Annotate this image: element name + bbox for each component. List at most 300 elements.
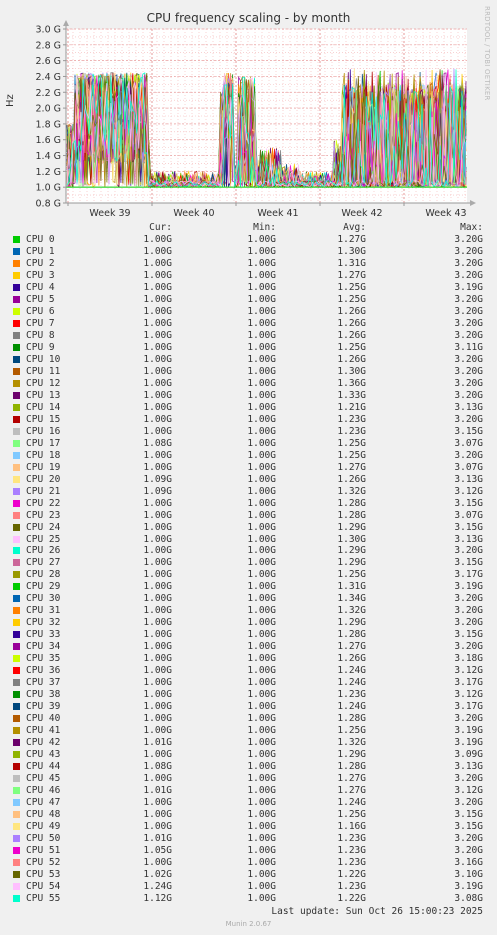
series-name: CPU 53 <box>26 868 61 880</box>
series-max: 3.17G <box>454 677 483 689</box>
series-max: 3.20G <box>454 245 483 257</box>
series-name: CPU 20 <box>26 473 61 485</box>
series-cur: 1.00G <box>143 425 172 437</box>
series-name: CPU 25 <box>26 533 61 545</box>
legend-row <box>0 569 497 581</box>
series-cur: 1.09G <box>143 485 172 497</box>
series-max: 3.13G <box>454 533 483 545</box>
series-max: 3.20G <box>454 389 483 401</box>
legend-swatch <box>13 643 20 650</box>
series-avg: 1.29G <box>337 521 366 533</box>
legend-swatch <box>13 799 20 806</box>
series-name: CPU 14 <box>26 401 61 413</box>
legend-swatch <box>13 703 20 710</box>
series-min: 1.00G <box>247 329 276 341</box>
legend-header-row <box>0 222 497 234</box>
series-avg: 1.26G <box>337 317 366 329</box>
series-name: CPU 54 <box>26 880 61 892</box>
legend-swatch <box>13 356 20 363</box>
series-min: 1.00G <box>247 473 276 485</box>
series-max: 3.20G <box>454 353 483 365</box>
legend-row <box>0 402 497 414</box>
series-cur: 1.00G <box>143 353 172 365</box>
series-name: CPU 19 <box>26 461 61 473</box>
legend-row <box>0 534 497 546</box>
series-name: CPU 42 <box>26 737 61 749</box>
series-max: 3.20G <box>454 257 483 269</box>
series-min: 1.00G <box>247 401 276 413</box>
series-max: 3.07G <box>454 461 483 473</box>
series-min: 1.00G <box>247 605 276 617</box>
legend-row <box>0 821 497 833</box>
series-avg: 1.24G <box>337 701 366 713</box>
series-name: CPU 51 <box>26 844 61 856</box>
series-min: 1.00G <box>247 461 276 473</box>
series-avg: 1.23G <box>337 425 366 437</box>
legend-swatch <box>13 440 20 447</box>
legend-swatch <box>13 416 20 423</box>
series-cur: 1.00G <box>143 653 172 665</box>
series-max: 3.10G <box>454 868 483 880</box>
series-min: 1.00G <box>247 701 276 713</box>
series-max: 3.12G <box>454 665 483 677</box>
series-min: 1.00G <box>247 689 276 701</box>
series-avg: 1.24G <box>337 797 366 809</box>
legend-swatch <box>13 787 20 794</box>
series-name: CPU 15 <box>26 413 61 425</box>
legend-swatch <box>13 452 20 459</box>
series-cur: 1.00G <box>143 305 172 317</box>
legend-row <box>0 462 497 474</box>
series-max: 3.20G <box>454 329 483 341</box>
series-name: CPU 43 <box>26 749 61 761</box>
legend-row <box>0 725 497 737</box>
series-max: 3.15G <box>454 821 483 833</box>
legend-row <box>0 270 497 282</box>
legend-swatch <box>13 476 20 483</box>
series-min: 1.00G <box>247 437 276 449</box>
series-max: 3.20G <box>454 797 483 809</box>
legend-swatch <box>13 296 20 303</box>
series-cur: 1.00G <box>143 713 172 725</box>
series-name: CPU 38 <box>26 689 61 701</box>
series-avg: 1.28G <box>337 509 366 521</box>
series-cur: 1.05G <box>143 844 172 856</box>
legend-row <box>0 474 497 486</box>
series-avg: 1.34G <box>337 593 366 605</box>
series-avg: 1.23G <box>337 833 366 844</box>
series-name: CPU 31 <box>26 605 61 617</box>
series-name: CPU 1 <box>26 245 55 257</box>
series-max: 3.20G <box>454 293 483 305</box>
y-tick-label: 2.2 G <box>35 87 61 99</box>
x-tick-label: Week 39 <box>89 208 131 219</box>
series-avg: 1.32G <box>337 737 366 749</box>
series-cur: 1.00G <box>143 257 172 269</box>
series-max: 3.15G <box>454 557 483 569</box>
series-min: 1.00G <box>247 880 276 892</box>
series-cur: 1.00G <box>143 365 172 377</box>
munin-version: Munin 2.0.67 <box>225 920 272 928</box>
legend-swatch <box>13 727 20 734</box>
series-name: CPU 41 <box>26 725 61 737</box>
series-max: 3.18G <box>454 653 483 665</box>
series-max: 3.20G <box>454 365 483 377</box>
series-min: 1.00G <box>247 833 276 844</box>
series-avg: 1.28G <box>337 629 366 641</box>
legend-swatch <box>13 512 20 519</box>
series-avg: 1.31G <box>337 581 366 593</box>
legend-swatch <box>13 631 20 638</box>
series-avg: 1.25G <box>337 293 366 305</box>
series-name: CPU 13 <box>26 389 61 401</box>
series-name: CPU 40 <box>26 713 61 725</box>
legend-row <box>0 737 497 749</box>
legend-swatch <box>13 344 20 351</box>
legend-swatch <box>13 332 20 339</box>
x-tick-label: Week 42 <box>341 208 383 219</box>
legend-swatch <box>13 236 20 243</box>
y-tick-label: 1.2 G <box>35 166 61 178</box>
series-name: CPU 50 <box>26 833 61 844</box>
series-max: 3.20G <box>454 377 483 389</box>
series-name: CPU 10 <box>26 353 61 365</box>
legend-swatch <box>13 895 20 902</box>
series-max: 3.20G <box>454 449 483 461</box>
series-avg: 1.36G <box>337 377 366 389</box>
series-max: 3.20G <box>454 269 483 281</box>
series-cur: 1.08G <box>143 437 172 449</box>
legend-row <box>0 665 497 677</box>
legend-swatch <box>13 847 20 854</box>
legend-row <box>0 318 497 330</box>
series-cur: 1.00G <box>143 701 172 713</box>
legend-swatch <box>13 368 20 375</box>
series-min: 1.00G <box>247 737 276 749</box>
series-name: CPU 5 <box>26 293 55 305</box>
series-avg: 1.23G <box>337 880 366 892</box>
series-name: CPU 22 <box>26 497 61 509</box>
legend-swatch <box>13 320 20 327</box>
series-name: CPU 33 <box>26 629 61 641</box>
series-avg: 1.22G <box>337 892 366 904</box>
series-cur: 1.01G <box>143 785 172 797</box>
legend-swatch <box>13 811 20 818</box>
legend-row <box>0 785 497 797</box>
legend-row <box>0 617 497 629</box>
legend-row <box>0 354 497 366</box>
legend-swatch <box>13 775 20 782</box>
series-min: 1.00G <box>247 281 276 293</box>
series-min: 1.00G <box>247 797 276 809</box>
series-name: CPU 55 <box>26 892 61 904</box>
series-max: 3.20G <box>454 317 483 329</box>
series-avg: 1.29G <box>337 617 366 629</box>
series-name: CPU 7 <box>26 317 55 329</box>
legend-row <box>0 593 497 605</box>
series-max: 3.19G <box>454 281 483 293</box>
series-avg: 1.27G <box>337 269 366 281</box>
series-max: 3.12G <box>454 689 483 701</box>
series-cur: 1.00G <box>143 377 172 389</box>
series-min: 1.00G <box>247 809 276 821</box>
series-avg: 1.16G <box>337 821 366 833</box>
legend-swatch <box>13 536 20 543</box>
legend-swatch <box>13 691 20 698</box>
series-max: 3.13G <box>454 401 483 413</box>
y-tick-label: 1.4 G <box>35 151 61 163</box>
legend-row <box>0 258 497 270</box>
series-cur: 1.00G <box>143 533 172 545</box>
series-name: CPU 46 <box>26 785 61 797</box>
series-min: 1.00G <box>247 725 276 737</box>
series-cur: 1.00G <box>143 797 172 809</box>
legend-row <box>0 629 497 641</box>
legend-row <box>0 342 497 354</box>
legend-swatch <box>13 464 20 471</box>
series-min: 1.00G <box>247 509 276 521</box>
series-avg: 1.30G <box>337 533 366 545</box>
legend-swatch <box>13 835 20 842</box>
x-tick-label: Week 40 <box>173 208 215 219</box>
series-cur: 1.00G <box>143 617 172 629</box>
series-avg: 1.29G <box>337 749 366 761</box>
series-cur: 1.00G <box>143 413 172 425</box>
series-avg: 1.32G <box>337 485 366 497</box>
series-min: 1.00G <box>247 377 276 389</box>
series-min: 1.00G <box>247 305 276 317</box>
series-name: CPU 28 <box>26 569 61 581</box>
series-cur: 1.00G <box>143 269 172 281</box>
series-cur: 1.00G <box>143 856 172 868</box>
series-max: 3.20G <box>454 593 483 605</box>
series-cur: 1.00G <box>143 293 172 305</box>
legend-swatch <box>13 607 20 614</box>
series-avg: 1.24G <box>337 677 366 689</box>
series-max: 3.13G <box>454 761 483 773</box>
series-max: 3.20G <box>454 844 483 856</box>
y-axis-label: Hz <box>5 94 16 107</box>
series-cur: 1.00G <box>143 329 172 341</box>
series-min: 1.00G <box>247 533 276 545</box>
series-cur: 1.00G <box>143 809 172 821</box>
series-cur: 1.02G <box>143 868 172 880</box>
series-cur: 1.00G <box>143 509 172 521</box>
x-axis-arrow <box>470 200 476 206</box>
legend-row <box>0 450 497 462</box>
legend-row <box>0 893 497 905</box>
series-cur: 1.00G <box>143 545 172 557</box>
series-avg: 1.31G <box>337 257 366 269</box>
legend-row <box>0 557 497 569</box>
legend-swatch <box>13 571 20 578</box>
series-min: 1.00G <box>247 665 276 677</box>
series-min: 1.00G <box>247 856 276 868</box>
series-cur: 1.00G <box>143 497 172 509</box>
series-max: 3.12G <box>454 485 483 497</box>
series-avg: 1.25G <box>337 809 366 821</box>
legend-row <box>0 378 497 390</box>
series-avg: 1.23G <box>337 689 366 701</box>
legend-row <box>0 641 497 653</box>
series-max: 3.20G <box>454 413 483 425</box>
legend-row <box>0 426 497 438</box>
series-name: CPU 49 <box>26 821 61 833</box>
legend-row <box>0 761 497 773</box>
legend-swatch <box>13 272 20 279</box>
chart-title: CPU frequency scaling - by month <box>146 11 351 25</box>
legend-swatch <box>13 547 20 554</box>
series-min: 1.00G <box>247 521 276 533</box>
series-max: 3.20G <box>454 833 483 844</box>
series-name: CPU 6 <box>26 305 55 317</box>
series-min: 1.00G <box>247 341 276 353</box>
series-max: 3.15G <box>454 809 483 821</box>
legend-row <box>0 809 497 821</box>
series-name: CPU 3 <box>26 269 55 281</box>
series-avg: 1.23G <box>337 856 366 868</box>
header-max: Max: <box>460 222 483 233</box>
series-cur: 1.00G <box>143 665 172 677</box>
legend-swatch <box>13 739 20 746</box>
series-cur: 1.00G <box>143 689 172 701</box>
series-name: CPU 39 <box>26 701 61 713</box>
legend-swatch <box>13 500 20 507</box>
series-max: 3.19G <box>454 581 483 593</box>
series-cur: 1.01G <box>143 737 172 749</box>
y-tick-label: 2.8 G <box>35 40 61 52</box>
legend-swatch <box>13 859 20 866</box>
legend-row <box>0 797 497 809</box>
y-tick-label: 1.6 G <box>35 135 61 147</box>
series-min: 1.00G <box>247 629 276 641</box>
series-max: 3.20G <box>454 234 483 245</box>
series-name: CPU 2 <box>26 257 55 269</box>
legend-row <box>0 282 497 294</box>
legend-swatch <box>13 823 20 830</box>
series-name: CPU 35 <box>26 653 61 665</box>
legend-swatch <box>13 751 20 758</box>
legend-row <box>0 294 497 306</box>
series-avg: 1.26G <box>337 305 366 317</box>
last-update: Last update: Sun Oct 26 15:00:23 2025 <box>271 906 483 917</box>
series-min: 1.00G <box>247 581 276 593</box>
legend-row <box>0 438 497 450</box>
series-cur: 1.12G <box>143 892 172 904</box>
legend-swatch <box>13 260 20 267</box>
series-cur: 1.00G <box>143 593 172 605</box>
series-avg: 1.25G <box>337 437 366 449</box>
x-tick-label: Week 43 <box>425 208 467 219</box>
series-min: 1.00G <box>247 761 276 773</box>
series-avg: 1.28G <box>337 713 366 725</box>
series-avg: 1.22G <box>337 868 366 880</box>
legend-row <box>0 749 497 761</box>
series-min: 1.00G <box>247 485 276 497</box>
series-max: 3.11G <box>454 341 483 353</box>
legend-row <box>0 486 497 498</box>
legend-row <box>0 366 497 378</box>
series-avg: 1.25G <box>337 281 366 293</box>
legend-swatch <box>13 248 20 255</box>
series-cur: 1.00G <box>143 557 172 569</box>
series-min: 1.00G <box>247 653 276 665</box>
legend-row <box>0 605 497 617</box>
series-name: CPU 26 <box>26 545 61 557</box>
series-min: 1.00G <box>247 269 276 281</box>
legend-row <box>0 713 497 725</box>
series-avg: 1.32G <box>337 605 366 617</box>
series-max: 3.20G <box>454 773 483 785</box>
header-min: Min: <box>253 222 276 233</box>
series-max: 3.20G <box>454 713 483 725</box>
series-avg: 1.28G <box>337 497 366 509</box>
series-max: 3.17G <box>454 569 483 581</box>
series-avg: 1.33G <box>337 389 366 401</box>
series-cur: 1.00G <box>143 821 172 833</box>
legend-row <box>0 522 497 534</box>
series-max: 3.20G <box>454 605 483 617</box>
series-name: CPU 29 <box>26 581 61 593</box>
series-cur: 1.08G <box>143 761 172 773</box>
x-tick-label: Week 41 <box>257 208 299 219</box>
series-min: 1.00G <box>247 245 276 257</box>
series-min: 1.00G <box>247 365 276 377</box>
y-axis-arrow <box>63 20 69 26</box>
legend-swatch <box>13 284 20 291</box>
legend-row <box>0 390 497 402</box>
series-name: CPU 11 <box>26 365 61 377</box>
series-cur: 1.00G <box>143 581 172 593</box>
y-tick-label: 1.8 G <box>35 119 61 131</box>
series-name: CPU 4 <box>26 281 55 293</box>
series-min: 1.00G <box>247 545 276 557</box>
legend-row <box>0 689 497 701</box>
series-min: 1.00G <box>247 413 276 425</box>
series-avg: 1.26G <box>337 329 366 341</box>
series-avg: 1.25G <box>337 725 366 737</box>
header-cur: Cur: <box>149 222 172 233</box>
legend-swatch <box>13 871 20 878</box>
series-cur: 1.00G <box>143 234 172 245</box>
series-avg: 1.30G <box>337 365 366 377</box>
series-max: 3.15G <box>454 521 483 533</box>
legend-swatch <box>13 619 20 626</box>
series-min: 1.00G <box>247 425 276 437</box>
series-max: 3.09G <box>454 749 483 761</box>
series-min: 1.00G <box>247 641 276 653</box>
series-avg: 1.29G <box>337 557 366 569</box>
series-avg: 1.23G <box>337 413 366 425</box>
series-cur: 1.00G <box>143 641 172 653</box>
series-avg: 1.26G <box>337 353 366 365</box>
series-name: CPU 52 <box>26 856 61 868</box>
series-avg: 1.27G <box>337 234 366 245</box>
series-min: 1.00G <box>247 713 276 725</box>
legend-swatch <box>13 595 20 602</box>
series-avg: 1.27G <box>337 773 366 785</box>
series-name: CPU 27 <box>26 557 61 569</box>
legend-row <box>0 545 497 557</box>
series-cur: 1.00G <box>143 725 172 737</box>
series-avg: 1.27G <box>337 641 366 653</box>
series-min: 1.00G <box>247 821 276 833</box>
legend-swatch <box>13 715 20 722</box>
series-cur: 1.01G <box>143 833 172 844</box>
series-max: 3.19G <box>454 737 483 749</box>
series-name: CPU 32 <box>26 617 61 629</box>
series-cur: 1.00G <box>143 749 172 761</box>
